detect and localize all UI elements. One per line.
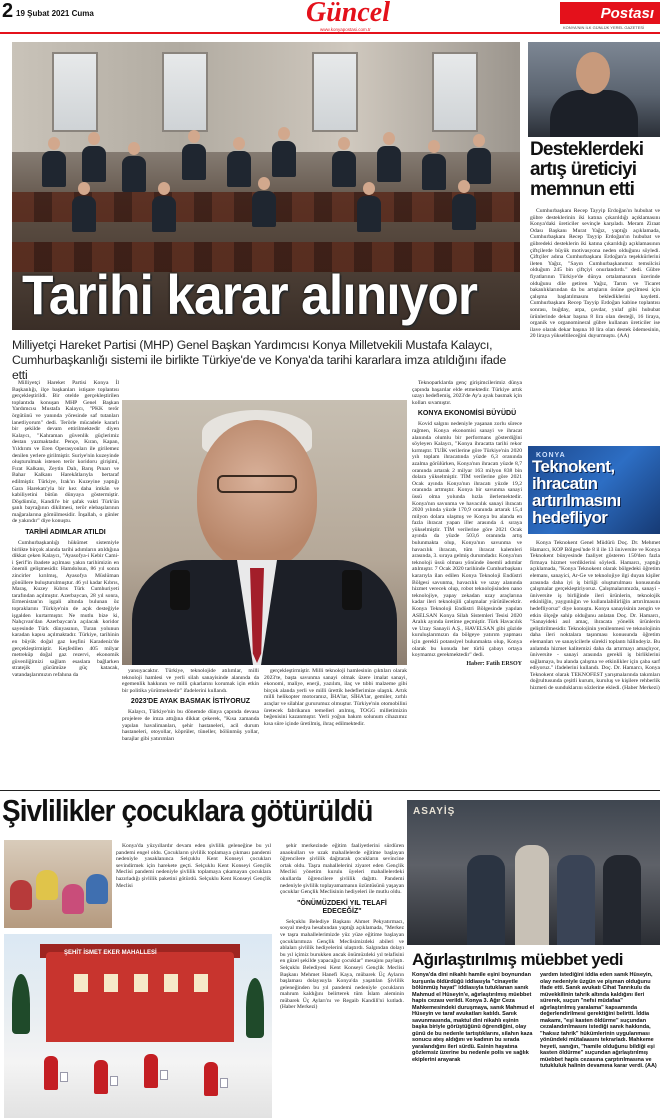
paragraph: Milliyetçi Hareket Partisi Konya İl Başkanlığı, ilçe başkanları istişare toplantısı gerçekleştirildi. Bir otelde gerçekleştirilen toplantıda konuşan MHP Genel Başkan Yardımcısı Mustafa Kalaycı, "PKK terör örgütünü ve yanında yöresinde saf tutanları lanetliyorum" dedi. Terörle mücadele kararlı bir şekilde devam ettirilmektedir diyen Kalaycı, "Kahraman güvenlik güçlerimiz destan yazmaktadır. Pençe, Kıran, Kapan, Yıldırım ve Eren Operasyonları ile girilemez denilen yerlere girilmiştir. Suriye'nin kuzeyinde oluşturulmak istenen terör koridoru girişimi, Fırat Kalkanı, Zeytin Dalı, Barış Pınarı ve Bahar Kalkanı Harekâtlarıyla bertaraf edilmiştir. Türkiye, Irak'ın Kuzeyine yaptığı Gara Harekatı'yla bir kez daha imkân ve kabiliyetini bütün dünyaya göstermiştir. Döşdümüz, Kandil'e bir şafak vakti Türk'ün şanlı bayrağının dikilmesi, terör elebaşılarının mağaralarına gömülmesidir. İnşallah, o günler de yakındır" diye konuştu. [12, 380, 119, 525]
crime-column-1: Konya'da dini nikahlı hamile eşini boynundan kurşunla öldürdüğü iddiasıyla "cinayetle bölünmüş hayat" iddiasıyla tutuklanan sanık Mahmud el Hüseyin'e, ağırlaştırılmış müebbet hapis cezası verildi. Konya 3. Ağır Ceza Mahkemesindeki duruşmaya, sanık Mahmud el Hüseyin ve taraf avukatları katıldı. Sanık savunmasında, maktul dini nikahlı eşinin başka biriyle görüştüğünü öğrendiğini, olay günü de bu nedenle tartıştıklarını, silahın kaza sonucu ateş aldığını ve kadının bu sırada yaralandığını ileri sürdü. Esinin hayatına gözlemsiz üzerine bu nedenle polis ve sağlık ekiplerini arayarak [412, 972, 535, 1063]
kids-column-1 [116, 843, 271, 891]
paragraph: Kalaycı, Türkiye'nin bu dönemde dünya çapında devasa projelere de imza attığına dikkat çekerek, "Kısa zamanda yapılan havalimanları, şehir hastaneleri, acil durum hastaneleri, otoyollar, köprüler, tüneller, bölünmüş yollar, barajlar gibi yatırımları [122, 709, 259, 742]
main-column-1 [12, 380, 119, 681]
sidebar-photo-1 [528, 42, 660, 137]
sidebar-text-1 [530, 208, 660, 342]
paragraph: Cumhurbaşkanlığı hükümet sistemiyle birlikte birçok alanda tarihi adımların atıldığına dikkat çeken Kalaycı, "Ayasofya-i Kebir Cami-i Şerif'in ibadete açılması yakın tarihimizin en önemli gelişmesidir. Hamdolsun, 86 yıl sonra zincirler kırılmış, Ayasofya Müslüman gönüllere buluşturulmuştur. 46 yıl kadar Kıbrıs, Maraş, Kuzey Kıbrıs Türk Cumhuriyeti tarafından açılmıştır. Azerbaycan, 28 yıl sonra, Ermenistan'ın işgali altında bulunan öz topraklarını Türkiye'nin de açık desteğiyle işgalden kurtarmıştır. Ne mutlu bize ki, Nahçıvan'dan Azerbaycan'a açılacak koridor sayesinde Türk dünyasının, Turan yolunun karadan kapısı açılmaktadır. Türkiye, tarihinin en büyük doğal gaz keşfini Karadeniz'de gerçekleştirmiştir. Keşfedilen 405 milyar metreküp doğal gaz rezervi, ekonomik güvenliğimizi sağlam esaslara bağlarken stratejik gücümüze güç katacak, vatandaşlarımızın refahına da [12, 540, 119, 678]
photo-sign: ASAYİŞ [413, 806, 456, 817]
header-rule [0, 32, 660, 34]
crime-headline: Ağırlaştırılmış müebbet yedi [412, 950, 623, 969]
kids-headline: Şivlilikler çocuklara götürüldü [2, 793, 373, 828]
sidebar-headline-2: Teknokent, ihracatın artırılmasını hedefliyor [532, 457, 621, 527]
logo-subtitle: KONYA'NIN İLK GÜNLÜK YEREL GAZETESİ [563, 25, 645, 30]
school-photo [4, 934, 272, 1118]
page-number: 2 [2, 0, 14, 22]
paragraph: gerçekleştirmiştir. Milli teknoloji hamlesinin çıktıları olarak 2023'te, başta savunma sanayi olmak üzere imalat sanayi, ekonomi, maliye, enerji, yazılım, ilaç ve tıbbi malzeme gibi birçok alanda yerli ve milli ürettik hedeflerimize ulaştık. Artık milli helikopter motoramız, İHA'lar, SİHA'lar, gemiler, zırhlı araçlar ve silahlar gururumuz olmuştur. Türkiye'nin otomobilini üretecek fabrikanın temelleri atılmış, TOGG milletimizin beğenisini kazanmıştır. Yerli yoğun bakım solunum cihazımız kısa süre içinde üretilmiş, ihraç edilmektedir. [264, 668, 407, 727]
paragraph: Selçuklu Belediye Başkanı Ahmet Pekyatırmacı, sosyal medya hesabından yaptığı açıklamada, "Merkez ve taşra mahallelerimizde yüz yüze eğitime başlayan çocuklarımıza Gençlik Meclisimizdeki abileri ve ablaları şivlilik hediyelerini ulaştırdı. Salgından dolayı bu yıl içimiz burukken ancak önümüzdeki yıl telafisini en güzel şekilde yapacağız çocuklar" mesajını paylaştı. Selçuklu Belediyesi Kent Konseyi Gençlik Meclisi Başkanı Mehmet Hanefi Kaya, mübarek Üç Ayların başlaması dolayısıyla Konya'da yaşatılan Şivlilik geleneğinden bu yıl pandemi nedeniyle çocukların mahrum kaldığını belirterek tüm İslam aleminin mübarek Üç Ayları'nı ve Regaib Kandili'ni kutladı. (Haber Merkezi) [280, 918, 404, 1011]
subheading: KONYA EKONOMİSİ BÜYÜDÜ [417, 410, 517, 418]
main-column-2 [122, 668, 259, 744]
section-title: Güncel [306, 0, 390, 28]
building-sign: ŞEHİT İSMET EKER MAHALLESİ [64, 950, 157, 956]
crime-column-2: yardım istediğini iddia eden sanık Hüseyin, olay nedeniyle üzgün ve pişman olduğunu ifade etti. Sanık avukatı Cihat Tanrıkulu da müvekkilinin tahrik altında kaldığını ileri sürerek, suçun "nefsi müdafaa" ağırlaştırılmış yaralama" kapsamında değerlendirilmesi gerektiğini belirtti. İddia makamı, "eşi kasten öldürme" suçundan cezalandırılmasını istediği sanık hakkında, "haksız tahrik" hükümlerinin uygulanması yönündeki mütalaasını tekrarladı. Mahkeme heyeti, sanığın, "hamile olduğunu bildiği eşi kasten öldürme" suçundan ağırlaştırılmış müebbet hapis cezasına çarptırılmasına ve tutukluluk halinin devamına karar verdi. (AA) [540, 972, 657, 1069]
photo-tag: KONYA [536, 452, 566, 459]
paragraph: Kovid salgını nedeniyle yaşanan zorlu sürece rağmen, Konya ekonomisi sanayi ve ihracat alanında olumlu bir performans gösterdiğini söyleyen Kalaycı, "Konya ihracatta tarihi rekor kırmıştır. TUİK verilerine göre Türkiye'nin 2020 yılı toplam ihracatında yüzde 6,3 oranında azalma görülürken, Konya'nın ihracatı yüzde 8,7 oranında artarak 2 milyar 163 milyon 838 bin dolara yükselmiştir. TİM verilerine göre 2021 Ocak ayında Konya'nın ihracatı yüzde 19,2 oranında artmıştır. Konya bir savunma sanayi üssü olma yolunda hızla ilerlemektedir. Konya'nın savunma ve havacılık sanayi ihracatı 2020 yılında yüzde 170,9 oranında artarak 15,4 milyon dolara ulaşmış ve Konya bu alanda en fazla ihracat yapan iller arasında 4. sıraya yükselmiştir. TİM verilerine göre 2021 Ocak ayında da yüzde 503,6 oranında artış bulunmakta olup, Konya'nın savunma ve havacılık ihracatı, tüm ihracat kalemleri arasında, 3. sıraya gelmiş durumdadır. Konya'nın teknoloji üssü olması yönünde önemli adımlar atılmıştır. 7 Ocak 2020 tarihinde Cumhurbaşkanı kararıyla ilan edilen Konya Teknoloji Endüstri Bölgesi savunma, havacılık ve uzay alanında hizmet verecek olup, robot teknolojisinden nano teknolojiye, yapay zekadan uzay araçlarına kadar ileri teknolojili çalışmalar yürütülecektir. Konya Teknoloji Endüstri Bölgesinde yapılan ASELSAN Konya Silah Sistemleri Tesisi 2020 Aralık ayında üretime geçmiştir. Türk Havacılık ve Uzay Sanayii A.Ş., HAVELSAN gibi güzide kuruluşlarımızın da bölgeye yatırım yapması için gerekli potansiyel bulunmakta olup, Konya olarak bu konuda her türlü çabayı ortaya koymamız gerekmektedir" dedi. [412, 421, 522, 659]
subheading: TARİHİ ADIMLAR ATILDI [25, 529, 106, 537]
byline: Haber: Fatih ERSOY [466, 660, 522, 667]
paragraph: Konya'da yüzyıllardır devam eden şivlilik geleneğine bu yıl pandemi engel oldu. Çocukların şivlilik toplamaya çıkması pandemi nedeniyle yasaklanınca Selçuklu Kent Konseyi çocukları sevindirmek için harekete geçti. Selçuklu Kent Konseyi Gençlik Meclisi pandemi nedeniyle şivlilik toplamaya çıkamayan çocuklara hazırladığı şivlilik paketini götürdü. Selçuklu Kent Konseyi Gençlik Meclisi [116, 843, 271, 889]
subheading: 2023'DE AYAK BASMAK İSTİYORUZ [130, 698, 251, 706]
paragraph: Teknoparklarda genç girişimcilerimiz dünya çapında başarılar elde etmektedir. Türkiye artık uzayı hedeflemiş, 2023'de Ay'a ayak basmak için kolları sıvamıştır. [412, 380, 522, 406]
section-divider [0, 790, 660, 791]
sidebar-text-2 [530, 540, 660, 694]
section-url: www.konyapostasi.com.tr [320, 27, 371, 32]
main-deck: Milliyetçi Hareket Partisi (MHP) Genel Başkan Yardımcısı Konya Milletvekili Mustafa Kalaycı, Cumhurbaşkanlığı sistemi ile birlikte Türkiye'de ve Konya'da tarihi kararlara imza atıldığını ifade etti [12, 338, 507, 382]
newspaper-logo: Postası [560, 2, 660, 24]
main-headline: Tarihi karar alınıyor [22, 263, 478, 326]
kids-photo [4, 840, 112, 928]
subheading: "ÖNÜMÜZDEKİ YIL TELAFİ EDECEĞİZ" [297, 899, 387, 915]
issue-date: 19 Şubat 2021 Cuma [16, 9, 94, 18]
main-column-4 [412, 380, 522, 667]
paragraph: yansıyacaktır. Türkiye, teknolojide atılımlar, milli teknoloji hamlesi ve yerli silah sanayisinde alanında da egemenlik hakkının ve milli çıkarlarını korumak için etkin bir politika yürütmektedir" ifadelerini kullandı. [122, 668, 259, 694]
kalayci-portrait [122, 400, 407, 665]
sidebar-photo-2 [528, 446, 660, 534]
main-column-3 [264, 668, 407, 729]
sidebar-headline-1: Desteklerdeki artış üreticiyi memnun etti [530, 139, 644, 200]
paragraph: Cumhurbaşkanı Recep Tayyip Erdoğan'ın hububat ve gübre desteklerinin iki katına çıkarıldığı açıklamasını Konya'daki üreticiler sevinçle karşıladı. Meram Ziraat Odası Başkanı Murat Yağız, yaptığı açıklamada, Cumhurbaşkanı Recep Tayyip Erdoğan'ın hububat ve gübredeki desteklerin iki katına çıkarıldığı açıklamasının çiftçilerde büyük motivasyona neden olduğunu söyledi. Çiftçiler adına Cumhurbaşkanı Erdoğan'a teşekkürlerini ileten Yağız, "Sayın Cumhurbaşkanımız temsilcisi olduğum 245 bin çiftçiyi onurlandırdı." dedi. Gübre fiyatlarının Türkiye'de dünya ortalamasının üzerinde olduğunu dile getiren Yağız, Tarım ve Ticaret bakanlıklarından da bu artışların önüne geçilmesi için çalışma başlatılmasını beklediklerini kaydetti. Cumhurbaşkanı Recep Tayyip Erdoğan kabine toplantısı sonrası, buğday, arpa, çavdar, yulaf gibi hububat ürünlerinde dekar başına 8 lira olan desteği, 16 liraya, organik ve organomineral gübre kullanan üreticiler ise ilave olarak dekar başına 10 lira olan destek ödemesinin, 20 liraya yükseltileceğini duyurmuştu. (AA) [530, 208, 660, 340]
court-photo [407, 800, 660, 945]
paragraph: Konya Teknokent Genel Müdürü Doç. Dr. Mehmet Hamarcı, KOP Bölgesi'nde 8 il ile 13 üniversite ve Konya Teknokent bünyesinde faaliyet gösteren 150'den fazla firmaya hizmet verdiklerini söyledi. Hamarcı, yaptığı açıklamada, "Konya Teknokent olarak bölgedeki öğretim elemanı, sanayici, Ar-Ge ve teknolojiye ilgi duyan kişiler arasında daha iyi iş birliği oluşturulması konusunda çalışmalar gerçekleştiriyoruz. Çalışmalarımızda, sanayi - üniversite iş birliğinde ileri ürünlerin, teknolojik etkinliğin, yaygınlığın ve kullanılabilirliğin artırılmasını hedefliyoruz" diye konuştu. Konya sanayisinin zengin ve etkin ölçeğe sahip olduğunu anlatan Doç. Dr. Hamarcı, "Sanayideki asıl amaç, ihracata yönelik ürünlerin geliştirilmesidir. Teknolojinin yenilenmesi ve teknolojinin daha ileri noktalara taşınması konusunda öğretim elemanları ve sanayicilerle sürekli toplantı hâlindeyiz. Bu anlamda hizmet kalitemizi daha da artırmayı amaçlıyor, üniversite - sanayi arasında gerekli iş birliklerini sağlamaya, bu alanda çalışma ve etkinlikler için çaba sarf ediyoruz." ifadelerini kullandı. Doç. Dr. Hamarcı, Konya Teknokent olarak TEKNOFEST yarışmalarında takımları doğrultusunda çeşitli kurum, kuruluş ve kişilere rehberlik hizmeti de sunduklarını sözlerine ekledi. (Haber Merkezi) [530, 540, 660, 692]
kids-column-2 [280, 843, 404, 1013]
paragraph: şehir merkezinde eğitim faaliyetlerini sürdüren anaokulları ve uzak mahallelerde eğitime başlayan öğrencilere şivlilik dağıtarak çocukların sevincine ortak oldu. Taşra mahallelerini ziyaret eden Gençlik Meclisi yönetim kurulu üyeleri mahallelerdeki okullarda öğrencilere şivlilik dağıttı. Pandemi nedeniyle şivlilik toplayamamanın üzüntüsünü yaşayan çocuklar Gençlik Meclisinin hediyeleri ile mutlu oldu. [280, 843, 404, 896]
